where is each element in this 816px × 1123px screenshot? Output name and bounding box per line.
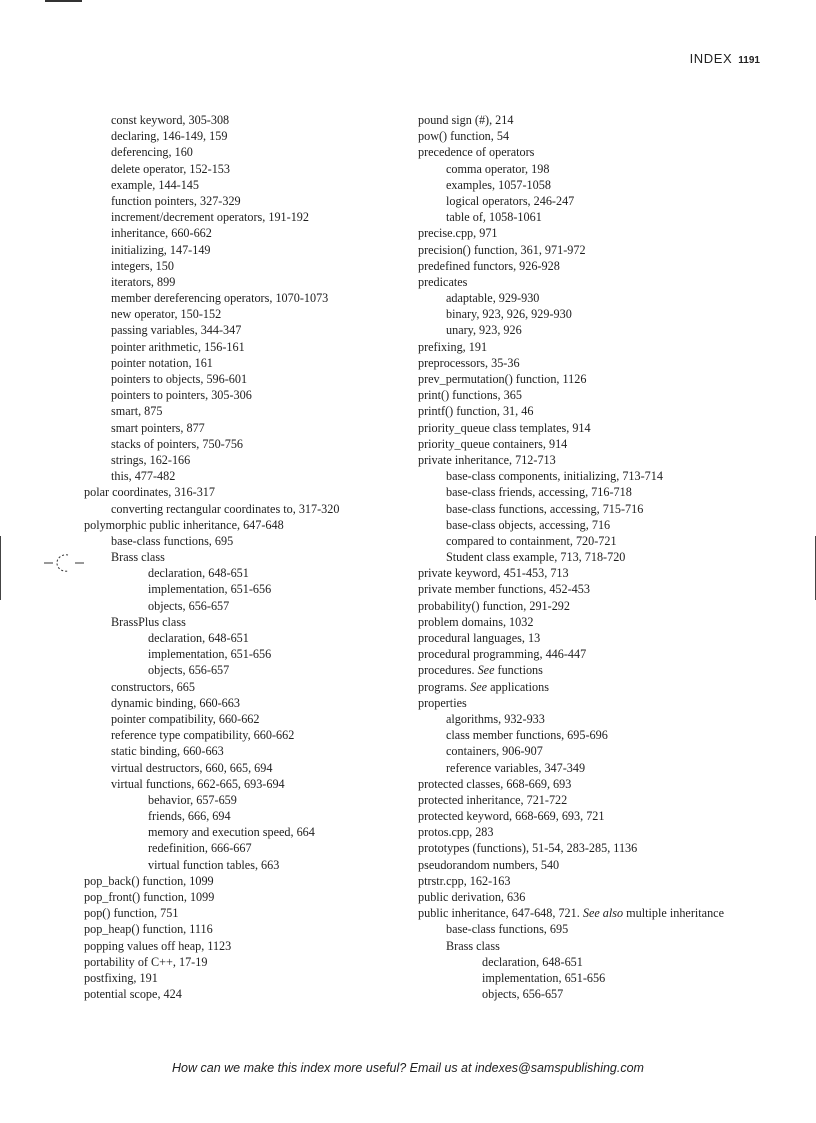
index-subentry	[418, 986, 798, 1002]
entry-text: const keyword, 305-308	[111, 113, 230, 127]
entry-text: procedural languages, 13	[418, 631, 541, 645]
section-title: INDEX	[689, 51, 733, 66]
index-subentry	[84, 468, 424, 484]
entry-text: predefined functors, 926-928	[418, 258, 560, 273]
index-subentry	[418, 533, 798, 549]
index-entry	[418, 905, 798, 921]
index-subentry	[84, 274, 424, 290]
index-entry	[418, 258, 798, 274]
index-subentry	[84, 242, 424, 258]
index-subentry	[418, 938, 798, 954]
index-entry	[418, 436, 798, 452]
entry-text: declaration, 648-651	[482, 954, 583, 969]
entry-text: preprocessors, 35-36	[418, 355, 520, 370]
cross-reference-label: See	[477, 663, 495, 678]
index-entry	[418, 824, 798, 840]
entry-text: binary, 923, 926, 929-930	[446, 307, 572, 322]
index-subentry	[84, 565, 424, 581]
entry-text: function pointers, 327-329	[111, 193, 241, 208]
entry-text: pound sign (#), 214	[418, 113, 514, 127]
entry-text: prototypes (functions), 51-54, 283-285, 1136	[418, 841, 638, 856]
entry-text: dynamic binding, 660-663	[111, 695, 240, 710]
entry-text: converting rectangular coordinates to, 317-320	[111, 501, 340, 516]
index-entry	[84, 970, 424, 986]
entry-text: problem domains, 1032	[418, 614, 534, 629]
index-entry	[84, 517, 424, 533]
entry-text: pointer arithmetic, 156-161	[111, 339, 245, 354]
entry-text: example, 144-145	[111, 177, 199, 192]
cross-reference-label: See	[470, 679, 488, 694]
entry-text: Brass class	[111, 550, 165, 565]
entry-text: virtual destructors, 660, 665, 694	[111, 760, 273, 775]
entry-text: pop_heap() function, 1116	[84, 922, 213, 937]
index-subentry	[418, 921, 798, 937]
entry-text: implementation, 651-656	[148, 647, 272, 662]
index-entry	[84, 484, 424, 500]
entry-text: reference type compatibility, 660-662	[111, 728, 295, 743]
index-entry	[418, 339, 798, 355]
entry-text: objects, 656-657	[148, 663, 230, 678]
index-entry	[84, 921, 424, 937]
index-entry	[418, 598, 798, 614]
index-subentry	[84, 144, 424, 160]
entry-text: private member functions, 452-453	[418, 582, 590, 597]
index-subentry	[418, 322, 798, 338]
entry-text: declaration, 648-651	[148, 631, 249, 645]
entry-text: priority_queue containers, 914	[418, 436, 568, 451]
entry-text: polar coordinates, 316-317	[84, 485, 215, 500]
entry-text: redefinition, 666-667	[148, 841, 252, 856]
index-subentry	[84, 128, 424, 144]
index-entry	[84, 873, 424, 889]
entry-text: objects, 656-657	[148, 598, 230, 613]
entry-text: base-class friends, accessing, 716-718	[446, 485, 632, 500]
entry-text: objects, 656-657	[482, 987, 564, 1002]
index-subentry	[84, 258, 424, 274]
index-subentry	[84, 630, 424, 646]
entry-text: properties	[418, 695, 467, 710]
top-rule	[45, 0, 82, 2]
index-subentry	[418, 468, 798, 484]
entry-text: pointer notation, 161	[111, 355, 213, 370]
index-entry	[418, 128, 798, 144]
entry-text: ptrstr.cpp, 162-163	[418, 873, 511, 888]
entry-text: prev_permutation() function, 1126	[418, 372, 587, 386]
entry-text: printf() function, 31, 46	[418, 404, 534, 419]
entry-text: adaptable, 929-930	[446, 291, 540, 306]
running-head	[690, 50, 760, 68]
index-subentry	[418, 711, 798, 727]
entry-text: polymorphic public inheritance, 647-648	[84, 517, 284, 532]
index-column-left	[84, 112, 424, 1002]
entry-text: stacks of pointers, 750-756	[111, 436, 244, 451]
entry-text: implementation, 651-656	[482, 970, 606, 985]
index-subentry	[84, 225, 424, 241]
entry-text: logical operators, 246-247	[446, 193, 575, 208]
entry-text: probability() function, 291-292	[418, 598, 570, 613]
entry-text: base-class objects, accessing, 716	[446, 517, 611, 532]
entry-text: strings, 162-166	[111, 452, 191, 467]
entry-text: smart, 875	[111, 404, 163, 419]
index-entry	[418, 403, 798, 419]
entry-text: procedures.	[418, 663, 478, 678]
index-subentry	[84, 776, 424, 792]
entry-text: protected classes, 668-669, 693	[418, 776, 572, 791]
index-subentry	[84, 743, 424, 759]
entry-text: precision() function, 361, 971-972	[418, 242, 586, 257]
index-subentry	[418, 743, 798, 759]
index-entry	[418, 808, 798, 824]
entry-text: reference variables, 347-349	[446, 760, 586, 775]
index-entry	[418, 695, 798, 711]
index-entry	[84, 954, 424, 970]
entry-text: base-class functions, 695	[111, 533, 234, 548]
index-entry	[418, 646, 798, 662]
entry-text: pow() function, 54	[418, 129, 510, 144]
index-entry	[418, 371, 798, 387]
index-entry	[418, 355, 798, 371]
index-subentry	[418, 501, 798, 517]
entry-text: member dereferencing operators, 1070-1073	[111, 291, 329, 306]
entry-text: multiple inheritance	[623, 906, 724, 921]
index-entry	[84, 986, 424, 1002]
cross-reference-label: See also	[582, 906, 624, 921]
entry-text: Brass class	[446, 938, 500, 953]
index-subentry	[84, 598, 424, 614]
entry-text: protos.cpp, 283	[418, 825, 494, 840]
index-subentry	[84, 581, 424, 597]
entry-text: virtual function tables, 663	[148, 857, 280, 872]
entry-text: passing variables, 344-347	[111, 323, 242, 338]
index-subentry	[84, 403, 424, 419]
entry-text: declaring, 146-149, 159	[111, 129, 228, 144]
entry-text: postfixing, 191	[84, 970, 158, 985]
index-subentry	[418, 209, 798, 225]
index-subentry	[84, 614, 424, 630]
index-entry	[418, 112, 798, 128]
entry-text: protected inheritance, 721-722	[418, 792, 568, 807]
entry-text: protected keyword, 668-669, 693, 721	[418, 809, 605, 824]
entry-text: smart pointers, 877	[111, 420, 205, 435]
index-subentry	[418, 484, 798, 500]
entry-text: public derivation, 636	[418, 890, 526, 904]
entry-text: priority_queue class templates, 914	[418, 420, 591, 435]
entry-text: predicates	[418, 274, 468, 289]
index-subentry	[84, 549, 424, 565]
index-subentry	[84, 452, 424, 468]
index-entry	[418, 662, 798, 678]
index-subentry	[84, 322, 424, 338]
index-subentry	[418, 161, 798, 177]
entry-text: pointers to pointers, 305-306	[111, 388, 252, 403]
entry-text: public inheritance, 647-648, 721.	[418, 906, 583, 921]
index-entry	[84, 905, 424, 921]
entry-text: precise.cpp, 971	[418, 226, 498, 241]
index-subentry	[84, 339, 424, 355]
entry-text: iterators, 899	[111, 274, 176, 289]
entry-text: algorithms, 932-933	[446, 711, 545, 726]
index-subentry	[418, 193, 798, 209]
index-entry	[418, 274, 798, 290]
entry-text: pop() function, 751	[84, 906, 179, 921]
index-subentry	[418, 306, 798, 322]
index-entry	[418, 630, 798, 646]
entry-text: constructors, 665	[111, 679, 195, 694]
entry-text: delete operator, 152-153	[111, 161, 230, 176]
index-subentry	[84, 436, 424, 452]
entry-text: popping values off heap, 1123	[84, 938, 232, 953]
index-subentry	[84, 857, 424, 873]
entry-text: programs.	[418, 679, 471, 694]
entry-text: increment/decrement operators, 191-192	[111, 210, 309, 225]
margin-mark-left	[0, 536, 1, 600]
index-subentry	[84, 161, 424, 177]
index-subentry	[84, 112, 424, 128]
index-entry	[418, 776, 798, 792]
index-subentry	[84, 371, 424, 387]
index-subentry	[84, 711, 424, 727]
entry-text: deferencing, 160	[111, 145, 193, 160]
footer-note: How can we make this index more useful? Email us at indexes@samspublishing.com	[172, 1061, 644, 1075]
index-subentry	[84, 501, 424, 517]
entry-text: containers, 906-907	[446, 744, 543, 759]
entry-text: examples, 1057-1058	[446, 177, 551, 192]
entry-text: friends, 666, 694	[148, 809, 231, 824]
index-subentry	[418, 549, 798, 565]
index-entry	[418, 840, 798, 856]
entry-text: comma operator, 198	[446, 161, 550, 176]
entry-text: pseudorandom numbers, 540	[418, 857, 560, 872]
entry-text: Student class example, 713, 718-720	[446, 550, 626, 565]
index-subentry	[84, 679, 424, 695]
index-entry	[84, 889, 424, 905]
index-entry	[418, 452, 798, 468]
entry-text: behavior, 657-659	[148, 792, 237, 807]
index-subentry	[84, 840, 424, 856]
entry-text: new operator, 150-152	[111, 307, 222, 322]
index-subentry	[418, 954, 798, 970]
index-subentry	[84, 177, 424, 193]
index-subentry	[84, 306, 424, 322]
page-number: 1191	[738, 55, 760, 66]
entry-text: private inheritance, 712-713	[418, 452, 556, 467]
entry-text: declaration, 648-651	[148, 566, 249, 581]
index-subentry	[84, 662, 424, 678]
entry-text: implementation, 651-656	[148, 582, 272, 597]
entry-text: static binding, 660-663	[111, 744, 224, 759]
entry-text: base-class functions, 695	[446, 922, 569, 937]
entry-text: pop_front() function, 1099	[84, 890, 215, 904]
index-entry	[418, 614, 798, 630]
entry-text: integers, 150	[111, 258, 174, 273]
index-subentry	[84, 355, 424, 371]
index-subentry	[84, 533, 424, 549]
entry-text: class member functions, 695-696	[446, 728, 608, 743]
entry-text: pointers to objects, 596-601	[111, 372, 248, 386]
index-subentry	[84, 727, 424, 743]
index-entry	[418, 679, 798, 695]
registration-mark	[44, 552, 84, 574]
entry-text: virtual functions, 662-665, 693-694	[111, 776, 285, 791]
entry-text: this, 477-482	[111, 469, 176, 484]
entry-text: potential scope, 424	[84, 987, 182, 1002]
index-entry	[418, 225, 798, 241]
entry-text: procedural programming, 446-447	[418, 647, 587, 662]
index-entry	[418, 873, 798, 889]
index-subentry	[84, 824, 424, 840]
entry-text: portability of C++, 17-19	[84, 954, 208, 969]
entry-text: inheritance, 660-662	[111, 226, 212, 241]
entry-text: pointer compatibility, 660-662	[111, 711, 260, 726]
entry-text: BrassPlus class	[111, 614, 186, 629]
index-entry	[418, 144, 798, 160]
index-entry	[418, 792, 798, 808]
index-subentry	[84, 792, 424, 808]
entry-text: memory and execution speed, 664	[148, 825, 315, 840]
index-subentry	[84, 420, 424, 436]
index-subentry	[84, 646, 424, 662]
index-subentry	[418, 290, 798, 306]
index-entry	[84, 938, 424, 954]
entry-text: unary, 923, 926	[446, 323, 522, 338]
index-column-right	[418, 112, 798, 1002]
index-subentry	[418, 727, 798, 743]
index-entry	[418, 387, 798, 403]
index-subentry	[84, 760, 424, 776]
index-entry	[418, 242, 798, 258]
index-subentry	[418, 517, 798, 533]
index-entry	[418, 581, 798, 597]
index-subentry	[84, 209, 424, 225]
index-subentry	[418, 970, 798, 986]
index-entry	[418, 565, 798, 581]
entry-text: base-class components, initializing, 713-714	[446, 469, 663, 484]
entry-text: precedence of operators	[418, 145, 535, 160]
index-subentry	[84, 808, 424, 824]
index-subentry	[84, 193, 424, 209]
index-subentry	[418, 177, 798, 193]
entry-text: applications	[487, 679, 549, 694]
index-entry	[418, 889, 798, 905]
entry-text: print() functions, 365	[418, 388, 522, 403]
entry-text: prefixing, 191	[418, 339, 488, 354]
entry-text: pop_back() function, 1099	[84, 873, 214, 888]
index-subentry	[84, 695, 424, 711]
index-entry	[418, 420, 798, 436]
entry-text: functions	[494, 663, 543, 678]
index-subentry	[418, 760, 798, 776]
index-subentry	[84, 290, 424, 306]
entry-text: base-class functions, accessing, 715-716	[446, 501, 644, 516]
index-subentry	[84, 387, 424, 403]
entry-text: compared to containment, 720-721	[446, 533, 617, 548]
entry-text: initializing, 147-149	[111, 242, 211, 257]
index-entry	[418, 857, 798, 873]
entry-text: table of, 1058-1061	[446, 210, 542, 225]
entry-text: private keyword, 451-453, 713	[418, 566, 569, 581]
